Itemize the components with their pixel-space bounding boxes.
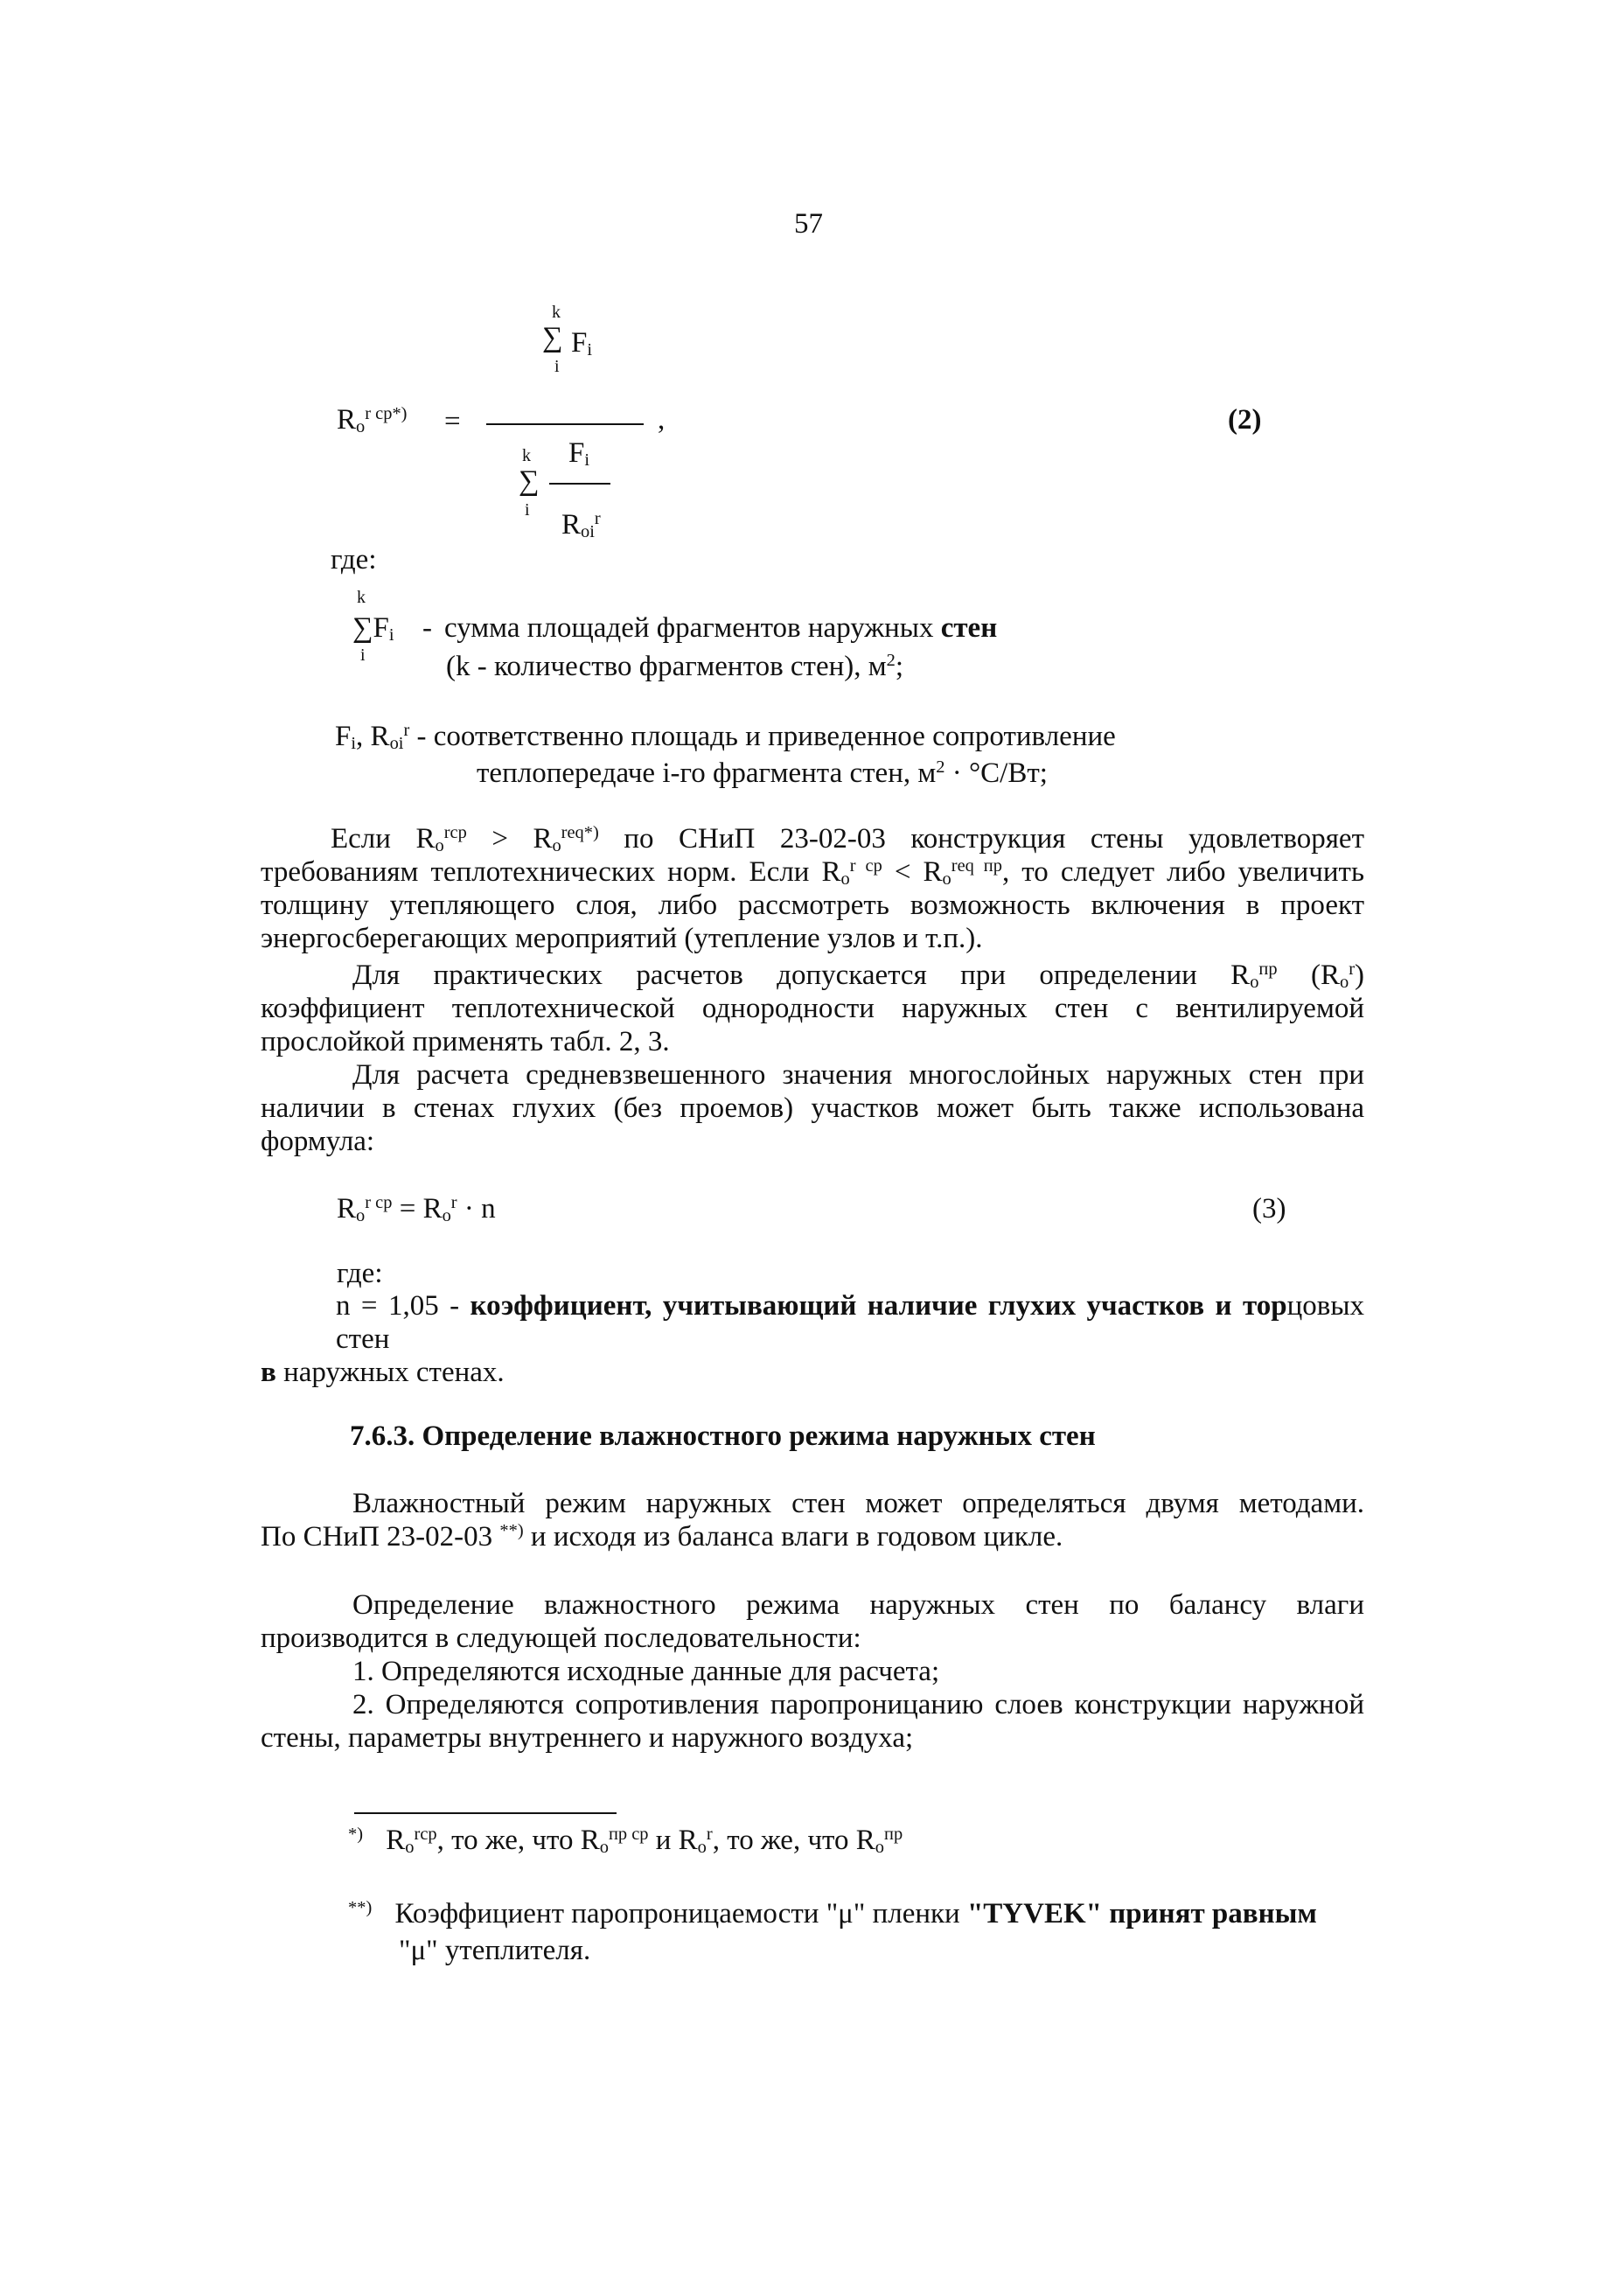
numerator-sum-lower: i [554,357,560,376]
paragraph-average-line-3: формула: [261,1126,375,1157]
paragraph-condition-line-3: толщину утепляющего слоя, либо рассмотреть возможность включения в проект [261,890,1364,921]
inner-fraction-bar [549,483,610,485]
def2-line2: теплопередаче i-го фрагмента стен, $м^2 \cdot ^\circ С/Вт$; [477,757,1048,789]
footnote-2-line-1: **) Коэффициент паропроницаемости "μ" пленки "TYVEK" принят равным [348,1897,1317,1930]
paragraph-average [261,1058,1364,1158]
denominator-sum-upper: k [522,446,531,465]
inner-fraction-denominator: $R_{oi}^r$ [561,508,601,542]
footnote-separator [354,1812,617,1814]
paragraph-practical [261,959,1364,1058]
footnote-1-mark: *) [348,1824,364,1844]
paragraph-moisture-balance [261,1588,1364,1755]
list-item-2-line-2: стены, параметры внутреннего и наружного воздуха; [261,1722,914,1754]
def1-text-line1: сумма площадей фрагментов наружных стен [444,612,998,644]
page-number: 57 [794,208,823,240]
paragraph-moisture-balance-line-2: производится в следующей последовательности: [261,1623,861,1654]
paragraph-condition-line-4: энергосберегающих мероприятий (утепление узлов и т.п.). [261,923,983,954]
denominator-sum-lower: i [525,500,530,520]
paragraph-moisture-methods-line-1: Влажностный режим наружных стен может определяться двумя методами. [352,1488,1364,1519]
paragraph-practical-line-1: Для практических расчетов допускается при определении $R_o^{пр}$ $(R_o^r)$ [352,959,1364,993]
where-label-1: где: [331,544,377,576]
paragraph-average-line-2: наличии в стенах глухих (без проемов) участков может быть также использована [261,1092,1364,1124]
def1-symbol: $\sum F_i$ [352,612,394,646]
denominator-sum-symbol: ∑ [519,465,540,497]
formula-2-equals: = [444,406,461,437]
def1-text-line2: (k - количество фрагментов стен), $м^2$; [446,650,904,682]
list-item-2-line-1: 2. Определяются сопротивления паропроницанию слоев конструкции наружной [352,1689,1364,1720]
paragraph-moisture-balance-line-1: Определение влажностного режима наружных стен по балансу влаги [352,1589,1364,1621]
main-fraction-bar [486,423,644,425]
paragraph-moisture-methods [261,1487,1364,1553]
def1-sum-lower: i [360,646,366,665]
footnote-1: *) $R_o^{rср}$, то же, что $R_o^{пр ср}$ и $R_o^r$, то же, что $R_o^{пр}$ [348,1824,903,1858]
paragraph-practical-line-3: прослойкой применять табл. 2, 3. [261,1026,670,1057]
definition-n-line-2: в наружных стенах. [261,1357,505,1388]
paragraph-condition-line-2: требованиям теплотехнических норм. Если $R_o^{r ср} < R_o^{req пр}$, то следует либо увеличить [261,855,1364,890]
def1-sum-upper: k [357,588,366,607]
definition-n [261,1289,1364,1389]
formula-2-lhs: $R_o^{r ср*)}$ [337,403,408,437]
formula-2-number: (2) [1228,404,1262,436]
formula-2-comma: , [658,404,666,436]
paragraph-moisture-methods-line-2: По СНиП 23-02-03 **) и исходя из баланса влаги в годовом цикле. [261,1520,1063,1553]
numerator-sum-symbol: ∑ [542,322,563,353]
paragraph-condition [261,822,1364,955]
inner-fraction-numerator: $F_i$ [568,437,590,471]
section-heading: 7.6.3. Определение влажностного режима наружных стен [350,1420,1096,1452]
list-item-1: 1. Определяются исходные данные для расчета; [352,1656,940,1687]
formula-3-number: (3) [1252,1193,1286,1225]
where-label-2: где: [337,1258,383,1289]
paragraph-condition-line-1: Если $R_o^{rср} > R_o^{req*)}$ по СНиП 23-02-03 конструкция стены удовлетворяет [331,822,1364,856]
def2-line1: $F_i$, $R_{oi}^r$ - соответственно площадь и приведенное сопротивление [335,720,1116,754]
formula-3-expression: $R_o^{r ср} = R_o^r \cdot n$ [337,1192,496,1226]
numerator-term: $F_i$ [571,327,593,360]
paragraph-practical-line-2: коэффициент теплотехнической однородности наружных стен с вентилируемой [261,993,1364,1024]
numerator-sum-upper: k [552,303,561,322]
footnote-2-line-2: "μ" утеплителя. [399,1935,591,1966]
paragraph-average-line-1: Для расчета средневзвешенного значения многослойных наружных стен при [352,1059,1364,1091]
footnote-2-mark: **) [348,1897,373,1917]
definition-n-line-1: n = 1,05 - коэффициент, учитывающий наличие глухих участков и торцовых стен [336,1290,1365,1355]
def1-dash: - [422,612,432,644]
